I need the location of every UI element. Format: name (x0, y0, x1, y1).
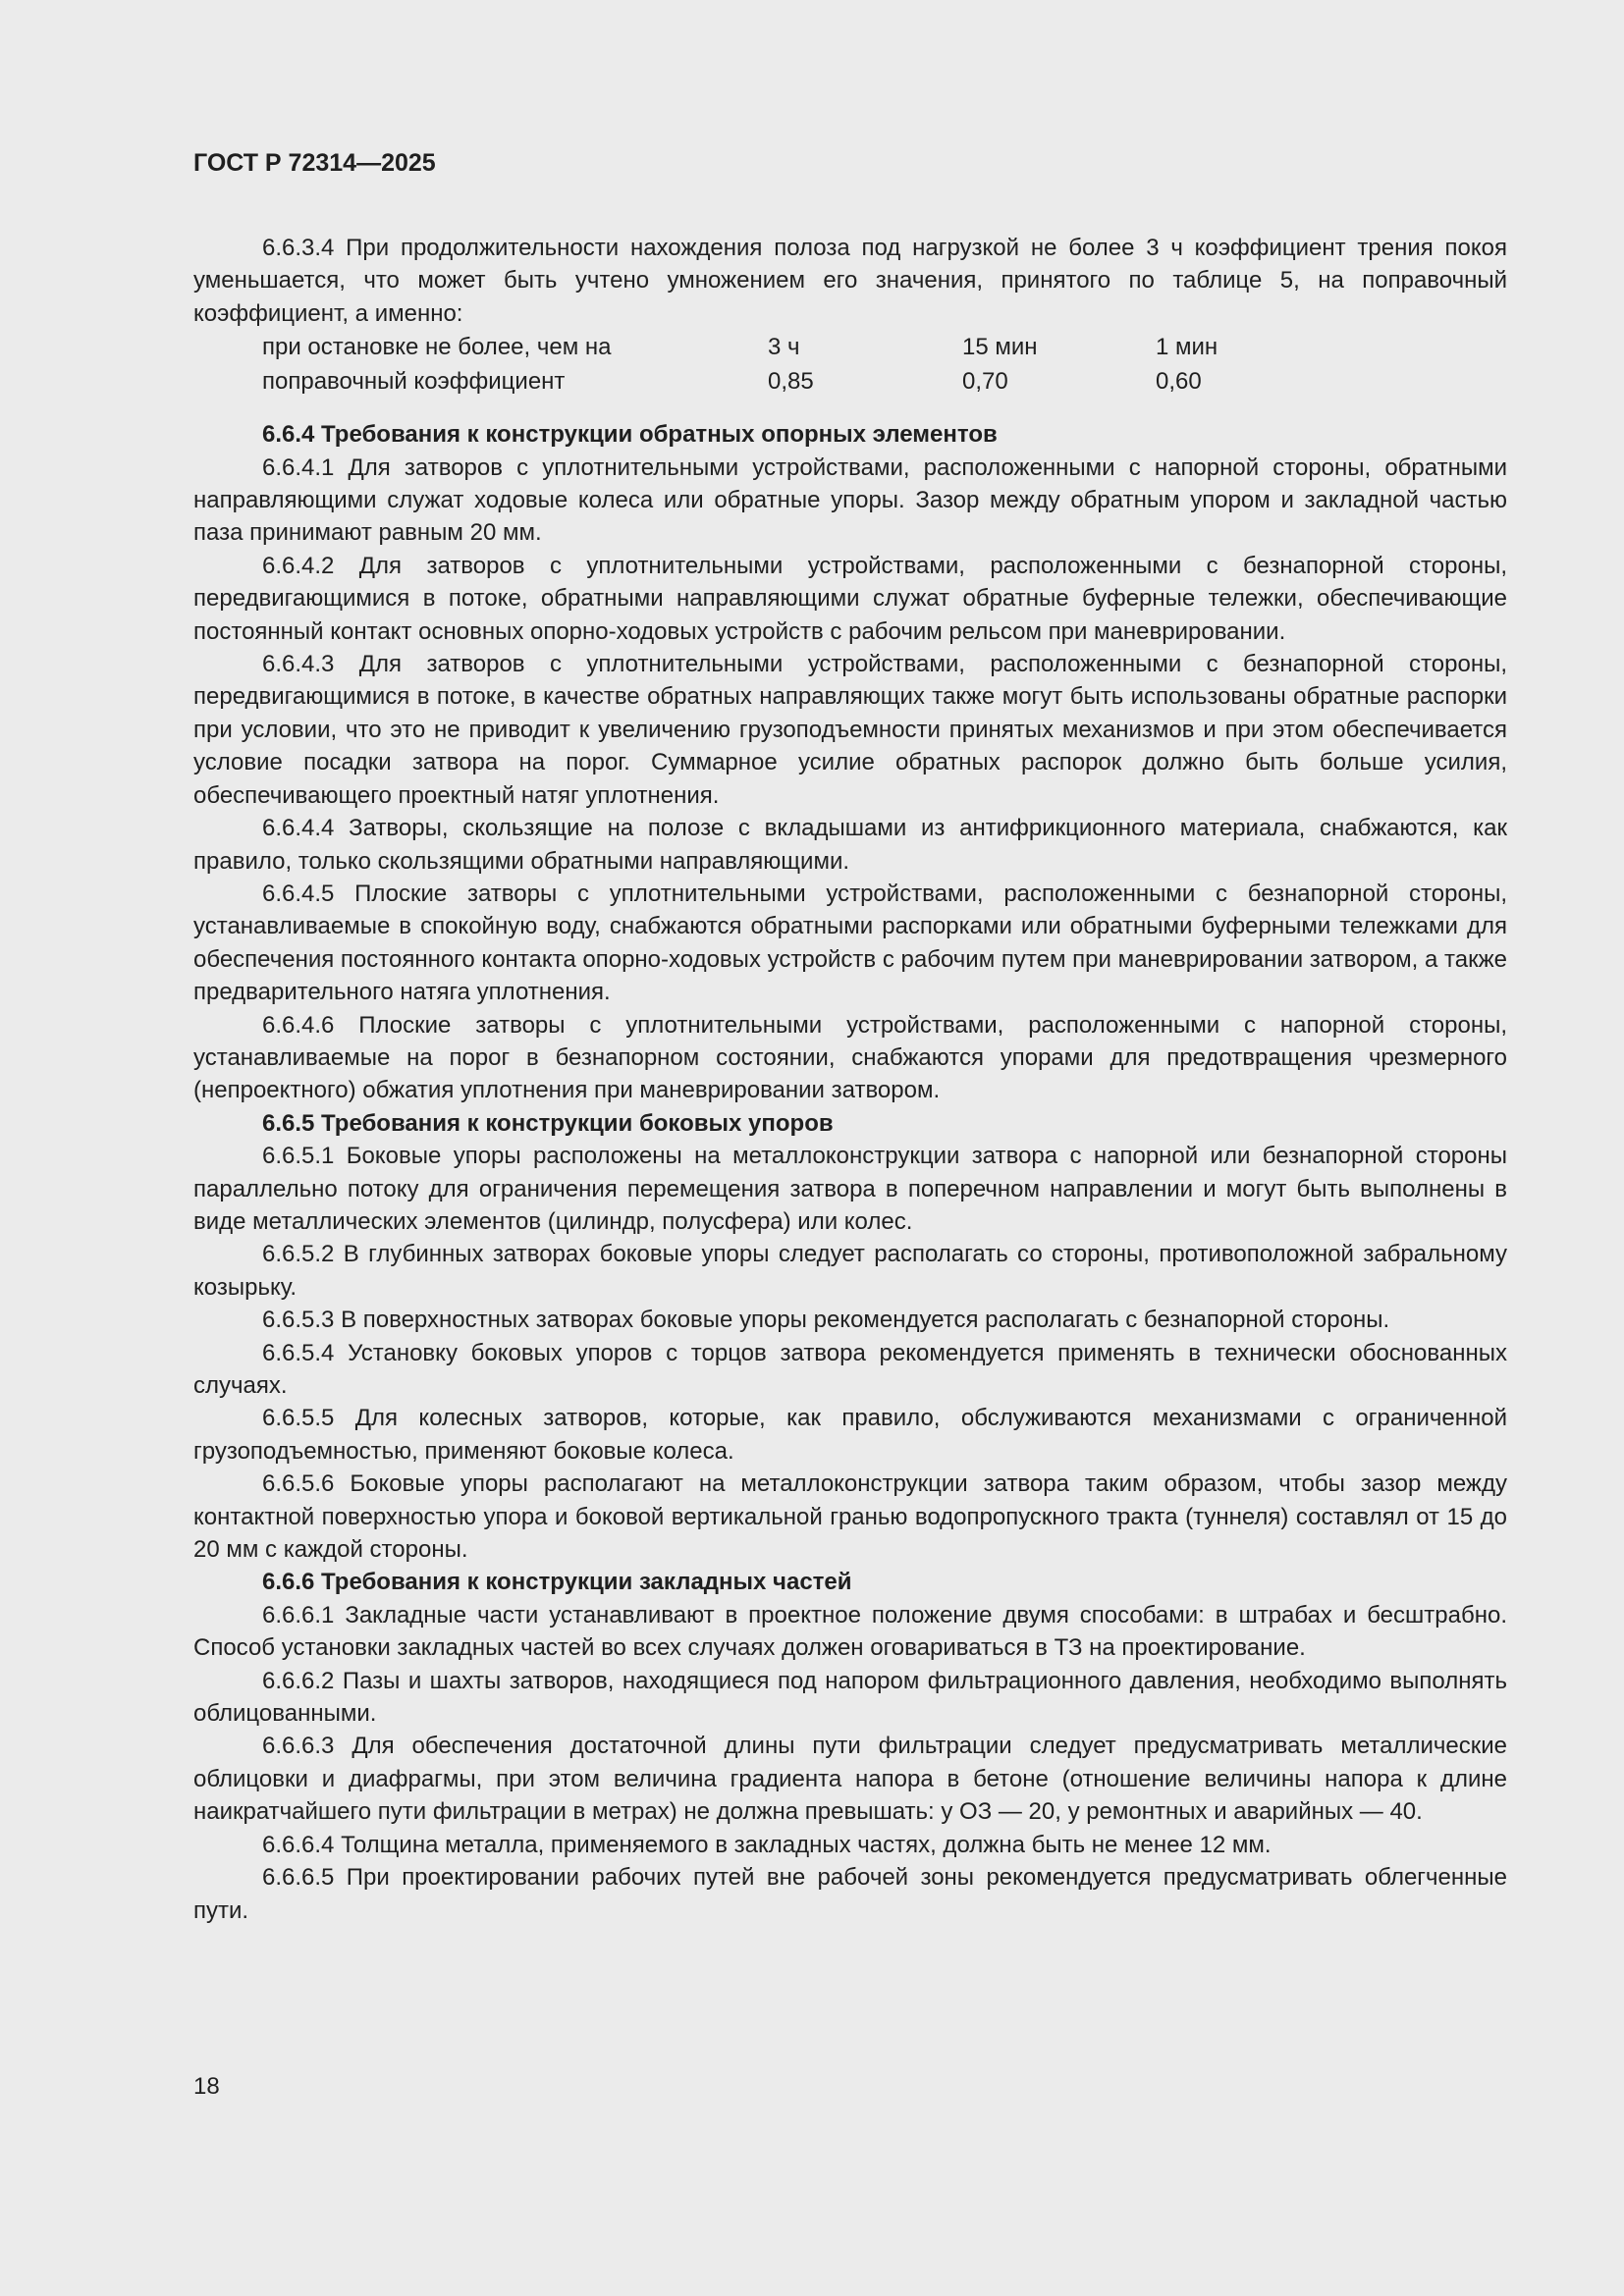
paragraph-6653: 6.6.5.3 В поверхностных затворах боковые упоры рекомендуется располагать с безнапорной стороны. (262, 1307, 1390, 1334)
paragraph-6654: 6.6.5.4 Установку боковых упоров с торцов затвора рекомендуется применять в технически обоснованных случаях. (193, 1339, 1507, 1399)
table-cell: 1 мин (1156, 334, 1218, 361)
paragraph-6655: 6.6.5.5 Для колесных затворов, которые, как правило, обслуживаются механизмами с ограниченной грузоподъемностью, применяют боковые колеса. (193, 1405, 1507, 1465)
table-cell: 3 ч (768, 334, 800, 361)
paragraph-6661: 6.6.6.1 Закладные части устанавливают в проектное положение двумя способами: в штрабах и бесштрабно. Способ установки закладных частей во всех случаях должен оговариваться в ТЗ на проектирование. (193, 1601, 1507, 1662)
paragraph-6662: 6.6.6.2 Пазы и шахты затворов, находящиеся под напором фильтрационного давления, необходимо выполнять облицованными. (193, 1667, 1507, 1728)
table-cell: 15 мин (962, 334, 1038, 361)
paragraph-6665: 6.6.6.5 При проектировании рабочих путей вне рабочей зоны рекомендуется предусматривать облегченные пути. (193, 1864, 1507, 1924)
section-heading-665: 6.6.5 Требования к конструкции боковых упоров (262, 1109, 834, 1137)
paragraph-6644: 6.6.4.4 Затворы, скользящие на полозе с вкладышами из антифрикционного материала, снабжаются, как правило, только скользящими обратными направляющими. (193, 815, 1507, 875)
paragraph-6641: 6.6.4.1 Для затворов с уплотнительными устройствами, расположенными с напорной стороны, обратными направляющими служат ходовые колеса или обратные упоры. Зазор между обратным упором и закладной частью паза принимают равным 20 мм. (193, 454, 1507, 547)
paragraph-6642: 6.6.4.2 Для затворов с уплотнительными устройствами, расположенными с безнапорной стороны, передвигающимися в потоке, обратными направляющими служат обратные буферные тележки, обеспечивающие постоянный контакт основных опорно-ходовых устройств с рабочим рельсом при маневрировании. (193, 552, 1507, 645)
document-page (193, 147, 1507, 1927)
paragraph-6645: 6.6.4.5 Плоские затворы с уплотнительными устройствами, расположенными с безнапорной стороны, устанавливаемые в спокойную воду, снабжаются обратными распорками или обратными буферными тележками для обеспечения постоянного контакта опорно-ходовых устройств с рабочим путем при маневрировании затвором, а также предварительного натяга уплотнения. (193, 880, 1507, 1006)
paragraph-6663: 6.6.6.3 Для обеспечения достаточной длины пути фильтрации следует предусматривать металлические облицовки и диафрагмы, при этом величина градиента напора в бетоне (отношение величины напора к длине наикратчайшего пути фильтрации в метрах) не должна превышать: у ОЗ — 20, у ремонтных и аварийных — 40. (193, 1733, 1507, 1826)
table-row (262, 364, 1507, 399)
paragraph-6634: 6.6.3.4 При продолжительности нахождения полоза под нагрузкой не более 3 ч коэффициент трения покоя уменьшается, что может быть учтено умножением его значения, принятого по таблице 5, на поправочный коэффициент, а именно: (193, 235, 1507, 327)
paragraph-6643: 6.6.4.3 Для затворов с уплотнительными устройствами, расположенными с безнапорной стороны, передвигающимися в потоке, в качестве обратных направляющих также могут быть использованы обратные распорки при условии, что это не приводит к увеличению грузоподъемности принятых механизмов и при этом обеспечивается условие посадки затвора на порог. Суммарное усилие обратных распорок должно быть больше усилия, обеспечивающего проектный натяг уплотнения. (193, 651, 1507, 809)
paragraph-6652: 6.6.5.2 В глубинных затворах боковые упоры следует располагать со стороны, противоположной забральному козырьку. (193, 1241, 1507, 1301)
page-number: 18 (193, 2073, 220, 2100)
paragraph-6646: 6.6.4.6 Плоские затворы с уплотнительными устройствами, расположенными с напорной стороны, устанавливаемые на порог в безнапорном состоянии, снабжаются упорами для предотвращения чрезмерного (непроектного) обжатия уплотнения при маневрировании затвором. (193, 1011, 1507, 1104)
paragraph-6664: 6.6.6.4 Толщина металла, применяемого в закладных частях, должна быть не менее 12 мм. (262, 1831, 1272, 1858)
table-cell: 0,70 (962, 368, 1008, 396)
table-cell: 0,85 (768, 368, 814, 396)
table-cell: при остановке не более, чем на (262, 334, 612, 361)
table-cell: поправочный коэффициент (262, 368, 566, 396)
table-row (262, 330, 1507, 364)
correction-coefficient-table (262, 330, 1507, 399)
paragraph-6656: 6.6.5.6 Боковые упоры располагают на металлоконструкции затвора таким образом, чтобы зазор между контактной поверхностью упора и боковой вертикальной гранью водопропускного тракта (туннеля) составлял от 15 до 20 мм с каждой стороны. (193, 1470, 1507, 1564)
paragraph-6651: 6.6.5.1 Боковые упоры расположены на металлоконструкции затвора с напорной или безнапорной стороны параллельно потоку для ограничения перемещения затвора в поперечном направлении и могут быть выполнены в виде металлических элементов (цилиндр, полусфера) или колес. (193, 1143, 1507, 1235)
document-header: ГОСТ Р 72314—2025 (193, 149, 436, 177)
section-heading-664: 6.6.4 Требования к конструкции обратных опорных элементов (262, 421, 998, 449)
table-cell: 0,60 (1156, 368, 1202, 396)
section-heading-666: 6.6.6 Требования к конструкции закладных частей (262, 1569, 852, 1596)
